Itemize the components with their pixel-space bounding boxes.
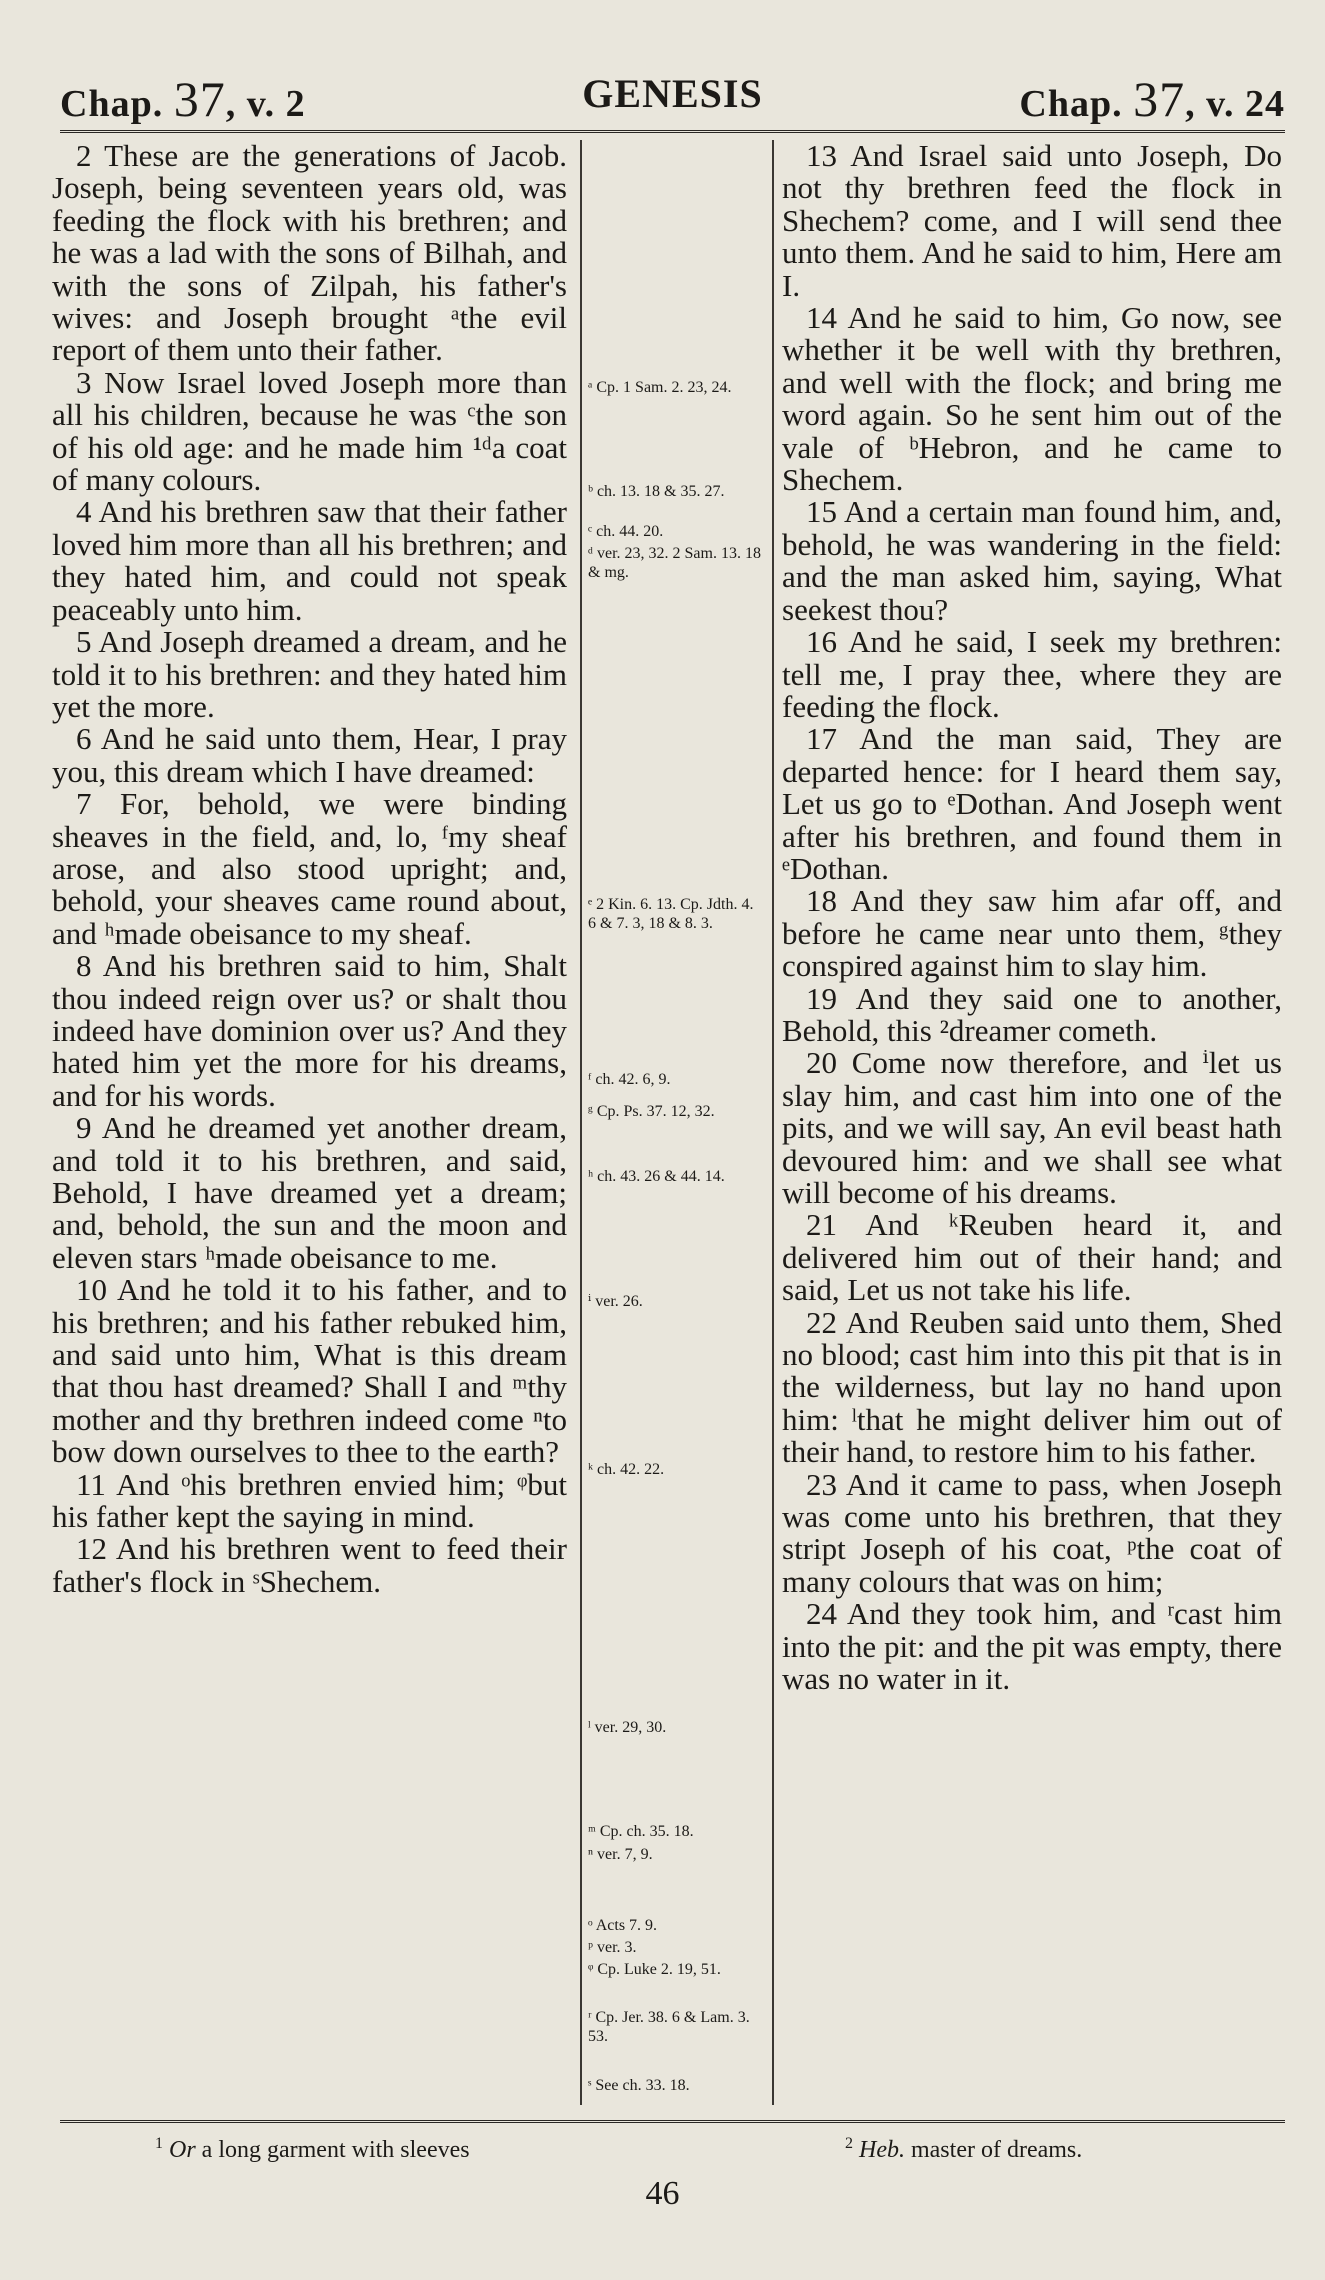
cross-reference: ʳ Cp. Jer. 38. 6 & Lam. 3. 53. [588,2009,750,2045]
cross-reference: ᵃ Cp. 1 Sam. 2. 23, 24. [588,379,732,396]
footnote-number: 1 [155,2135,163,2152]
verse: 22 And Reuben said unto them, Shed no blood; cast him into this pit that is in the wilderness, but lay no hand upon him: ˡthat he might deliver him out of their hand, to restore him to his father. [782,1304,1282,1470]
cross-reference: ˡ ver. 29, 30. [588,1719,667,1736]
verse: 14 And he said to him, Go now, see whether it be well with thy brethren, and well with the flock; and bring me word again. So he sent him out of the vale of ᵇHebron, and he came to Shechem. [782,300,1282,498]
footnote-divider [60,2120,1285,2123]
right-text-column [782,140,1282,1696]
verse: 4 And his brethren saw that their father loved him more than all his brethren; and they hated him, and could not speak peaceably unto him. [52,494,567,627]
cross-reference: ᵏ ch. 42. 22. [588,1461,665,1478]
verse: 15 And a certain man found him, and, behold, he was wandering in the field: and the man asked him, saying, What seekest thou? [782,494,1282,627]
cross-reference: ˢ See ch. 33. 18. [588,2077,690,2094]
footnote-italic: Or [169,2137,196,2163]
footnote-number: 2 [845,2135,853,2152]
footnote-2 [845,2135,1082,2164]
verse: 10 And he told it to his father, and to his brethren; and his father rebuked him, and said unto him, What is this dream that thou hast dreamed? Shall I and ᵐthy mother and thy brethren indeed come ⁿto bow down ourselves to thee to the earth? [52,1272,567,1470]
header-right-chap: Chap. [1019,83,1123,125]
verse: 8 And his brethren said to him, Shalt thou indeed reign over us? or shalt thou indeed have dominion over us? And they hated him yet the more for his dreams, and for his words. [52,948,567,1113]
header-right-verse: , v. 24 [1185,83,1285,125]
cross-reference: ᵉ 2 Kin. 6. 13. Cp. Jdth. 4. 6 & 7. 3, 18 & 8. 3. [588,896,754,932]
verse: 20 Come now therefore, and ⁱlet us slay him, and cast him into one of the pits, and we will say, An evil beast hath devoured him: and we shall see what will become of his dreams. [782,1045,1282,1210]
header-left-chap: Chap. [60,83,164,125]
running-header [60,70,1285,133]
cross-reference: ʰ ch. 43. 26 & 44. 14. [588,1168,725,1185]
cross-reference-column [580,140,774,2105]
footnote-1 [155,2135,470,2164]
verse: 12 And his brethren went to feed their father's flock in ˢShechem. [52,1531,567,1599]
header-right-chapter-number: 37 [1133,71,1186,127]
verse: 16 And he said, I seek my brethren: tell me, I pray thee, where they are feeding the flock. [782,624,1282,724]
cross-reference: ᶜ ch. 44. 20. [588,523,664,540]
verse: 6 And he said unto them, Hear, I pray you, this dream which I have dreamed: [52,721,567,789]
cross-reference: ᵍ Cp. Ps. 37. 12, 32. [588,1103,715,1120]
cross-reference: ᵐ Cp. ch. 35. 18. [588,1823,694,1840]
cross-reference: ᶠ ch. 42. 6, 9. [588,1071,671,1088]
verse: 9 And he dreamed yet another dream, and told it to his brethren, and said, Behold, I have dreamed yet a dream; and, behold, the sun and the moon and eleven stars ʰmade obeisance to me. [52,1110,567,1275]
header-right [1019,70,1285,128]
verse: 13 And Israel said unto Joseph, Do not thy brethren feed the flock in Shechem? come, and I will send thee unto them. And he said to him, Here am I. [782,138,1282,303]
verse: 24 And they took him, and ʳcast him into the pit: and the pit was empty, there was no water in it. [782,1596,1282,1697]
verse: 7 For, behold, we were binding sheaves in the field, and, lo, ᶠmy sheaf arose, and also stood upright; and, behold, your sheaves came round about, and ʰmade obeisance to my sheaf. [52,786,567,951]
cross-reference: ᵈ ver. 23, 32. 2 Sam. 13. 18 & mg. [588,545,761,581]
verse: 2 These are the generations of Jacob. Joseph, being seventeen years old, was feeding the flock with his brethren; and he was a lad with the sons of Bilhah, and with the sons of Zilpah, his father's wives: and Joseph brought ᵃthe evil report of them unto their father. [52,138,567,368]
verse: 19 And they said one to another, Behold, this ²dreamer cometh. [782,980,1282,1048]
header-left-chapter-number: 37 [173,71,226,127]
cross-reference: ᵖ ver. 3. [588,1939,637,1956]
verse: 11 And ᵒhis brethren envied him; ᵠbut his father kept the saying in mind. [52,1466,567,1535]
book-title: GENESIS [582,71,763,116]
verse: 23 And it came to pass, when Joseph was come unto his brethren, that they stript Joseph of his coat, ᵖthe coat of many colours that was on him; [782,1466,1282,1599]
cross-reference: ᵠ Cp. Luke 2. 19, 51. [588,1961,721,1978]
cross-reference: ᵇ ch. 13. 18 & 35. 27. [588,483,725,500]
cross-reference: ⁿ ver. 7, 9. [588,1846,653,1863]
verse: 3 Now Israel loved Joseph more than all his children, because he was ᶜthe son of his old age: and he made him ¹ᵈa coat of many colours. [52,364,567,498]
verse: 21 And ᵏReuben heard it, and delivered him out of their hand; and said, Let us not take his life. [782,1207,1282,1308]
footnote-text: master of dreams. [904,2137,1083,2163]
header-left-verse: , v. 2 [225,83,306,125]
footnote-text: a long garment with sleeves [195,2137,470,2163]
cross-reference: ᵒ Acts 7. 9. [588,1917,658,1934]
verse: 17 And the man said, They are departed hence: for I heard them say, Let us go to ᵉDothan. And Joseph went after his brethren, and found them in ᵉDothan. [782,721,1282,886]
cross-reference: ⁱ ver. 26. [588,1293,643,1310]
verse: 5 And Joseph dreamed a dream, and he told it to his brethren: and they hated him yet the more. [52,624,567,724]
page-number: 46 [645,2175,680,2212]
verse: 18 And they saw him afar off, and before he came near unto them, ᵍthey conspired against him to slay him. [782,883,1282,984]
footnote-italic: Heb. [859,2137,905,2163]
left-text-column [52,140,567,1598]
